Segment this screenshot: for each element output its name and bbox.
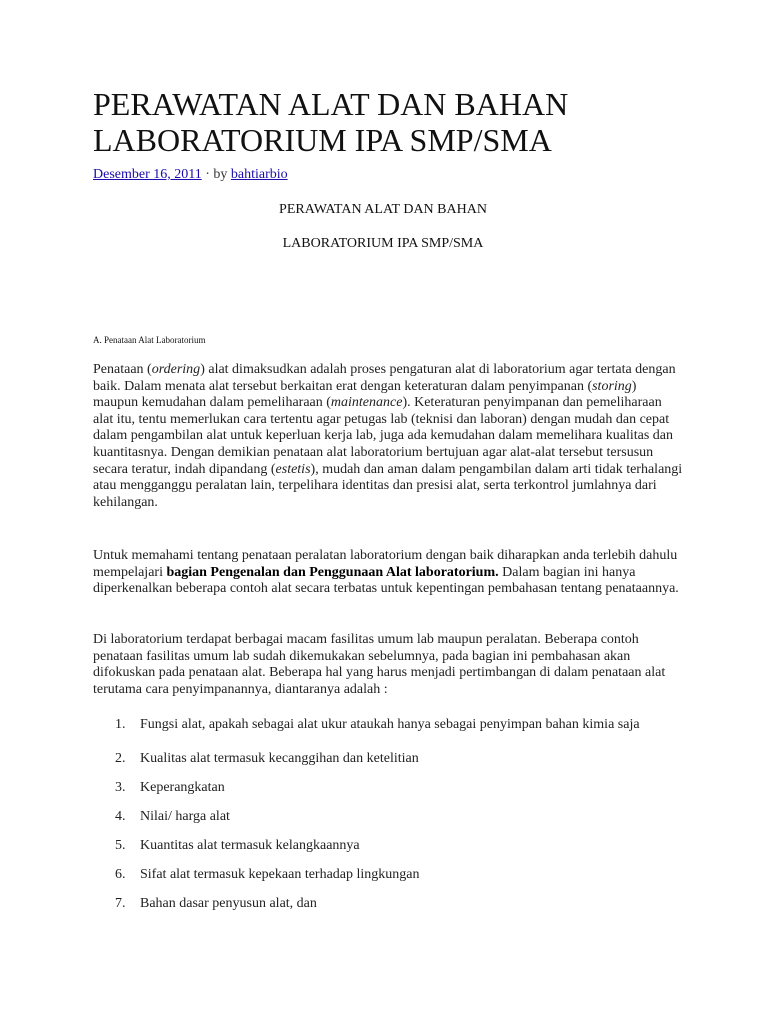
subtitle-line-2: LABORATORIUM IPA SMP/SMA [282,236,484,251]
paragraph-1: Penataan (ordering) alat dimaksudkan adalah proses pengaturan alat di laboratorium agar tertata dengan baik. Dalam menata alat tersebut berkaitan erat dengan keteraturan dalam penyimpanan (storing) maupun kemudahan dalam pemeliharaan (maintenance). Keteraturan penyimpanan dan pemeliharaan alat itu, tentu memerlukan cara tertentu agar petugas lab (teknisi dan laboran) dengan mudah dan cepat dalam pengambilan alat untuk keperluan kerja lab, juga ada kemudahan dalam memelihara kualitas dan kuantitasnya. Dengan demikian penataan alat laboratorium bertujuan agar alat-alat tersebut tersusun secara teratur, indah dipandang (estetis), mudah dan aman dalam pengambilan dalam arti tidak terhalangi atau mengganggu peralatan lain, terpelihara identitas dan presisi alat, serta terkontrol jumlahnya dari kehilangan. [93,362,683,510]
author-link[interactable]: bahtiarbio [230,167,288,182]
subtitle-line-1: PERAWATAN ALAT DAN BAHAN [279,202,487,217]
title-line-2: LABORATORIUM IPA SMP/SMA [93,122,552,158]
by-label: · by [201,167,231,182]
post-meta [93,166,288,184]
paragraph-3: Di laboratorium terdapat berbagai macam fasilitas umum lab maupun peralatan. Beberapa contoh penataan fasilitas umum lab sudah dikemukakan sebelumnya, pada bagian ini pembahasan akan difokuskan pada penataan alat. Beberapa hal yang harus menjadi pertimbangan di dalam penataan alat terutama cara penyimpanannya, diantaranya adalah : [93,632,666,697]
paragraph-2: Untuk memahami tentang penataan peralatan laboratorium dengan baik diharapkan anda terlebih dahulu mempelajari bagian Pengenalan dan Penggunaan Alat laboratorium. Dalam bagian ini hanya diperkenalkan beberapa contoh alat secara terbatas untuk kepentingan pembahasan tentang penataannya. [93,548,679,597]
section-heading-a: A. Penataan Alat Laboratorium [93,335,206,345]
page-title [93,86,693,158]
title-line-1: PERAWATAN ALAT DAN BAHAN [93,86,569,122]
post-date-link[interactable]: Desember 16, 2011 [93,167,202,182]
